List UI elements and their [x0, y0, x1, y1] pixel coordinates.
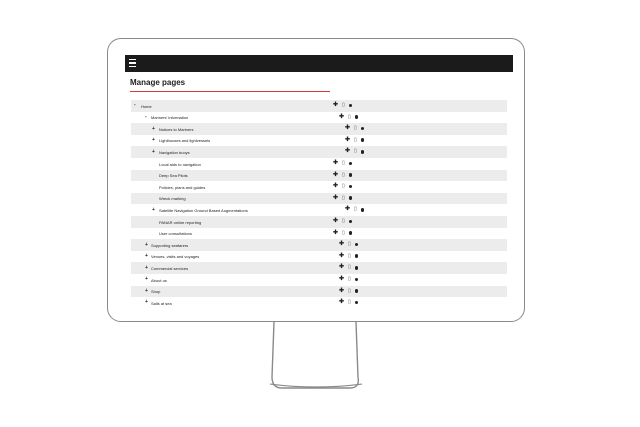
- hamburger-menu-icon[interactable]: [129, 59, 136, 68]
- row-actions: [333, 161, 352, 166]
- trash-icon[interactable]: ▯: [342, 159, 345, 166]
- page-tree-label[interactable]: Deep Sea Pilots: [159, 173, 188, 179]
- gear-icon[interactable]: [361, 138, 365, 142]
- trash-icon[interactable]: ▯: [348, 287, 351, 294]
- gear-icon[interactable]: [355, 301, 359, 305]
- page-tree-label[interactable]: Satellite Navigation Ground Based Augmentations: [159, 207, 248, 213]
- row-actions: [333, 173, 352, 178]
- page-tree-label[interactable]: Local aids to navigation: [159, 161, 201, 167]
- page-tree-row[interactable]: [131, 286, 507, 298]
- page-tree-label[interactable]: Venues, visits and voyages: [151, 254, 200, 260]
- gear-icon[interactable]: [349, 185, 353, 189]
- page-tree-row[interactable]: [131, 262, 507, 274]
- expand-toggle[interactable]: +: [152, 206, 155, 213]
- gear-icon[interactable]: [349, 162, 353, 166]
- row-actions: [339, 254, 358, 259]
- page-tree-row[interactable]: [131, 181, 507, 193]
- collapse-toggle[interactable]: -: [134, 102, 136, 109]
- page-tree-row[interactable]: [131, 193, 507, 205]
- trash-icon[interactable]: ▯: [354, 136, 357, 143]
- page-tree-row[interactable]: [131, 112, 507, 124]
- trash-icon[interactable]: ▯: [354, 148, 357, 155]
- row-actions: [339, 277, 358, 282]
- trash-icon[interactable]: ▯: [354, 125, 357, 132]
- page-tree-row[interactable]: [131, 123, 507, 135]
- row-actions: [345, 126, 364, 131]
- add-icon[interactable]: ✚: [339, 264, 345, 271]
- page-tree-label[interactable]: About us: [151, 277, 167, 283]
- add-icon[interactable]: ✚: [333, 229, 339, 236]
- add-icon[interactable]: ✚: [339, 241, 345, 248]
- gear-icon[interactable]: [349, 231, 353, 235]
- row-actions: [339, 242, 358, 247]
- collapse-toggle[interactable]: -: [145, 113, 147, 120]
- add-icon[interactable]: ✚: [339, 287, 345, 294]
- trash-icon[interactable]: ▯: [348, 275, 351, 282]
- row-actions: [339, 115, 358, 120]
- add-icon[interactable]: ✚: [345, 136, 351, 143]
- page-tree-row[interactable]: [131, 170, 507, 182]
- trash-icon[interactable]: ▯: [342, 229, 345, 236]
- page-tree-label[interactable]: PANAR online reporting: [159, 219, 202, 225]
- page-tree-row[interactable]: [131, 297, 507, 309]
- title-divider: [130, 91, 330, 92]
- gear-icon[interactable]: [349, 220, 353, 224]
- page-tree-label[interactable]: Lighthouses and lightvessels: [159, 138, 211, 144]
- row-actions: [339, 289, 358, 294]
- app-screen: [125, 55, 513, 310]
- expand-toggle[interactable]: +: [152, 148, 155, 155]
- gear-icon[interactable]: [355, 115, 359, 119]
- gear-icon[interactable]: [355, 289, 359, 293]
- add-icon[interactable]: ✚: [339, 299, 345, 306]
- trash-icon[interactable]: ▯: [348, 252, 351, 259]
- page-tree-label[interactable]: Wreck marking: [159, 196, 186, 202]
- gear-icon[interactable]: [349, 173, 353, 177]
- row-actions: [345, 149, 364, 154]
- page-tree-label[interactable]: Mariners' information: [151, 115, 189, 121]
- trash-icon[interactable]: ▯: [354, 206, 357, 213]
- row-actions: [333, 231, 352, 236]
- page-tree-row[interactable]: [131, 146, 507, 158]
- page-tree: [131, 100, 507, 309]
- add-icon[interactable]: ✚: [333, 194, 339, 201]
- gear-icon[interactable]: [361, 150, 365, 154]
- gear-icon[interactable]: [349, 196, 353, 200]
- gear-icon[interactable]: [355, 278, 359, 282]
- trash-icon[interactable]: ▯: [342, 171, 345, 178]
- page-tree-row[interactable]: [131, 274, 507, 286]
- expand-toggle[interactable]: +: [145, 287, 148, 294]
- row-actions: [333, 196, 352, 201]
- row-actions: [333, 184, 352, 189]
- add-icon[interactable]: ✚: [333, 183, 339, 190]
- page-tree-row[interactable]: [131, 204, 507, 216]
- gear-icon[interactable]: [349, 104, 353, 108]
- page-tree-label[interactable]: Notices to Mariners: [159, 126, 194, 132]
- gear-icon[interactable]: [355, 243, 359, 247]
- page-tree-label[interactable]: Shop: [151, 289, 161, 295]
- expand-toggle[interactable]: +: [152, 137, 155, 144]
- trash-icon[interactable]: ▯: [348, 241, 351, 248]
- gear-icon[interactable]: [355, 254, 359, 258]
- page-tree-row[interactable]: [131, 251, 507, 263]
- page-tree-row[interactable]: [131, 100, 507, 112]
- page-tree-row[interactable]: [131, 158, 507, 170]
- page-tree-row[interactable]: [131, 228, 507, 240]
- trash-icon[interactable]: ▯: [342, 102, 345, 108]
- page-tree-label[interactable]: Sails at sea: [151, 300, 172, 306]
- page-tree-row[interactable]: [131, 135, 507, 147]
- expand-toggle[interactable]: +: [145, 299, 148, 306]
- page-title: Manage pages: [130, 78, 186, 87]
- add-icon[interactable]: ✚: [345, 206, 351, 213]
- expand-toggle[interactable]: +: [145, 253, 148, 260]
- page-tree-row[interactable]: [131, 216, 507, 228]
- expand-toggle[interactable]: +: [152, 125, 155, 132]
- row-actions: [345, 138, 364, 143]
- expand-toggle[interactable]: +: [145, 276, 148, 283]
- gear-icon[interactable]: [361, 208, 365, 212]
- row-actions: [339, 300, 358, 305]
- trash-icon[interactable]: ▯: [342, 194, 345, 201]
- monitor-stand: [270, 322, 362, 390]
- row-actions: [339, 265, 358, 270]
- page-tree-label[interactable]: Commercial services: [151, 265, 189, 271]
- gear-icon[interactable]: [355, 266, 359, 270]
- page-tree-label[interactable]: Supporting seafarers: [151, 242, 189, 248]
- add-icon[interactable]: ✚: [339, 275, 345, 282]
- row-actions: [345, 207, 364, 212]
- add-icon[interactable]: ✚: [339, 252, 345, 259]
- add-icon[interactable]: ✚: [333, 217, 339, 224]
- gear-icon[interactable]: [361, 127, 365, 131]
- page-tree-label[interactable]: Policies, plans and guides: [159, 184, 206, 190]
- add-icon[interactable]: ✚: [345, 125, 351, 132]
- add-icon[interactable]: ✚: [333, 102, 339, 108]
- add-icon[interactable]: ✚: [333, 159, 339, 166]
- expand-toggle[interactable]: +: [145, 264, 148, 271]
- trash-icon[interactable]: ▯: [342, 183, 345, 190]
- expand-toggle[interactable]: +: [145, 241, 148, 248]
- page-tree-label[interactable]: Home: [141, 103, 152, 109]
- add-icon[interactable]: ✚: [339, 113, 345, 120]
- row-actions: [333, 103, 352, 108]
- trash-icon[interactable]: ▯: [342, 217, 345, 224]
- trash-icon[interactable]: ▯: [348, 299, 351, 306]
- trash-icon[interactable]: ▯: [348, 113, 351, 120]
- top-navigation-bar: [125, 55, 513, 72]
- page-tree-label[interactable]: Navigation buoys: [159, 149, 190, 155]
- page-tree-row[interactable]: [131, 239, 507, 251]
- page-tree-label[interactable]: User consultations: [159, 231, 192, 237]
- row-actions: [333, 219, 352, 224]
- trash-icon[interactable]: ▯: [348, 264, 351, 271]
- add-icon[interactable]: ✚: [333, 171, 339, 178]
- add-icon[interactable]: ✚: [345, 148, 351, 155]
